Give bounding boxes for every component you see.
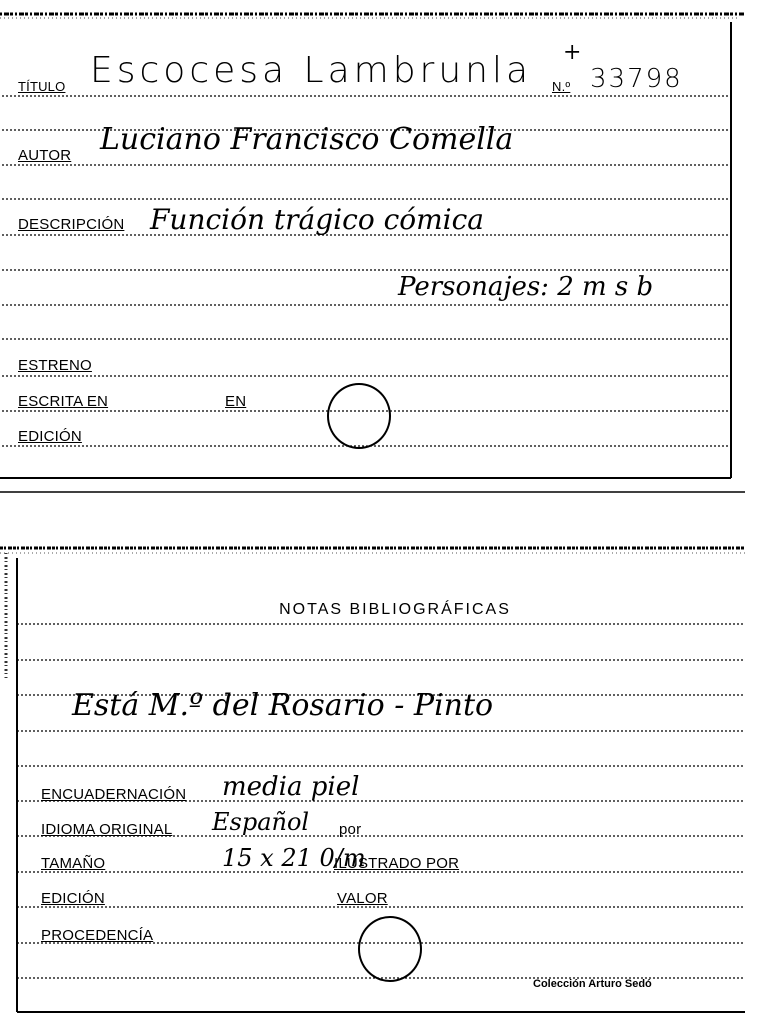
titulo-label: TÍTULO xyxy=(18,79,66,94)
notas-heading: NOTAS BIBLIOGRÁFICAS xyxy=(279,601,511,618)
descripcion-label: DESCRIPCIÓN xyxy=(18,216,125,233)
ilustrado-label: ILUSTRADO POR xyxy=(334,855,460,872)
collection-credit: Colección Arturo Sedó xyxy=(533,978,652,990)
descripcion-value: Función trágico cómica xyxy=(150,203,484,236)
catalog-card-top xyxy=(0,0,759,495)
numero-label: N.º xyxy=(552,79,571,94)
encuadernacion-label: ENCUADERNACIÓN xyxy=(41,786,187,803)
edicion-label-bottom: EDICIÓN xyxy=(41,890,105,907)
autor-label: AUTOR xyxy=(18,147,72,164)
numero-mark: + xyxy=(563,40,582,65)
procedencia-label: PROCEDENCÍA xyxy=(41,927,154,944)
titulo-value: Escocesa Lambrunla xyxy=(90,50,533,91)
tamano-value: 15 x 21 0/m xyxy=(222,844,366,872)
personajes-value: Personajes: 2 m s b xyxy=(398,272,654,302)
autor-value: Luciano Francisco Comella xyxy=(100,122,514,157)
catalog-card-bottom xyxy=(0,538,759,1028)
estreno-label: ESTRENO xyxy=(18,357,92,374)
edicion-label: EDICIÓN xyxy=(18,428,82,445)
idioma-label: IDIOMA ORIGINAL xyxy=(41,821,173,838)
tamano-label: TAMAÑO xyxy=(41,855,106,872)
escrita-en-label: ESCRITA EN xyxy=(18,393,109,410)
punch-hole-circle xyxy=(327,383,391,449)
encuadernacion-value: media piel xyxy=(222,772,360,802)
note-value: Está M.º del Rosario - Pinto xyxy=(72,688,494,723)
valor-label: VALOR xyxy=(337,890,388,907)
numero-value: 33798 xyxy=(590,64,683,94)
en-label: EN xyxy=(225,393,247,410)
idioma-value: Español xyxy=(212,808,310,836)
por-label: por xyxy=(339,821,362,838)
punch-hole-circle-bottom xyxy=(358,916,422,982)
